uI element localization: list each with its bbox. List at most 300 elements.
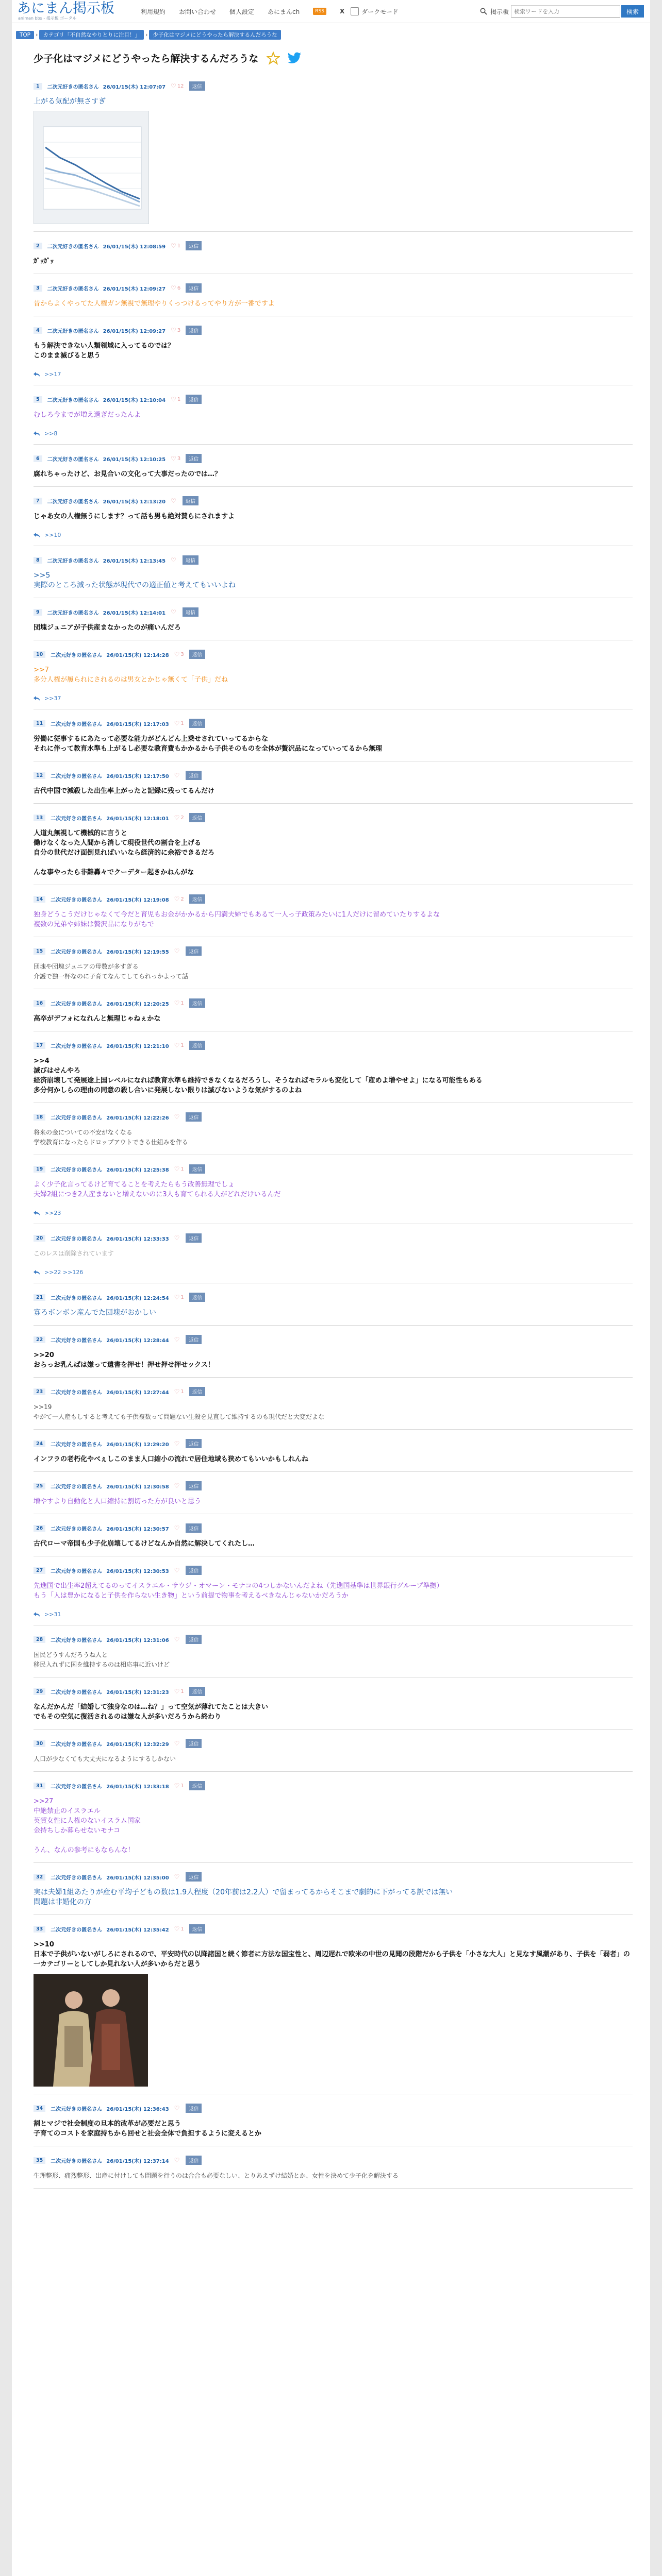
post-header xyxy=(34,1112,633,1122)
reply-button[interactable]: 返信 xyxy=(186,283,202,293)
post xyxy=(34,709,633,761)
post-body xyxy=(34,571,633,590)
post-text-line: 国民どうすんだろうね人と xyxy=(34,1651,108,1658)
poster-name: 二次元好きの匿名さん xyxy=(51,816,103,822)
x-icon[interactable]: X xyxy=(339,8,345,15)
reply-button[interactable]: 返信 xyxy=(186,1112,202,1122)
dark-mode-toggle[interactable] xyxy=(351,7,399,16)
post-body xyxy=(34,299,633,309)
poster-name: 二次元好きの匿名さん xyxy=(51,1389,103,1396)
post-date: 26/01/15(木) 12:19:55 xyxy=(106,949,169,955)
post-text-line: 団塊ジュニアが子供産まなかったのが痛いんだろ xyxy=(34,624,181,632)
heart-icon[interactable]: ♡ xyxy=(174,1688,180,1695)
heart-icon[interactable]: ♡ xyxy=(174,1740,180,1747)
post-text-line: 英賀女性に人権のないイスラム国家 xyxy=(34,1817,141,1825)
reply-button[interactable]: 返信 xyxy=(189,1164,205,1174)
reply-references[interactable] xyxy=(34,1611,633,1618)
post xyxy=(34,1155,633,1224)
breadcrumb xyxy=(16,30,650,40)
site-logo[interactable] xyxy=(12,2,136,21)
attached-painting-image[interactable] xyxy=(34,1974,148,2087)
post-date: 26/01/15(木) 12:28:44 xyxy=(106,1337,169,1344)
post xyxy=(34,316,633,385)
heart-icon[interactable]: ♡ xyxy=(171,82,176,90)
heart-icon[interactable]: ♡ xyxy=(171,242,176,249)
post-number[interactable]: 6 xyxy=(34,455,42,462)
poster-name: 二次元好きの匿名さん xyxy=(47,397,99,403)
post-body xyxy=(34,1402,633,1422)
heart-icon[interactable]: ♡ xyxy=(171,497,176,504)
reply-anchor-link[interactable]: >>8 xyxy=(44,430,58,437)
post-text-line: 腐れちゃったけど、お見合いの文化って大事だったのでは…？ xyxy=(34,470,222,478)
post-header xyxy=(34,81,633,91)
post-number[interactable]: 8 xyxy=(34,557,42,564)
post-header xyxy=(34,998,633,1008)
post-number[interactable]: 20 xyxy=(34,1235,45,1242)
post-body xyxy=(34,1014,633,1024)
post-anchor-link[interactable]: >>10 xyxy=(34,1941,54,1948)
post xyxy=(34,761,633,804)
poster-name: 二次元好きの匿名さん xyxy=(51,1484,103,1490)
heart-icon[interactable]: ♡ xyxy=(171,284,176,292)
post-date: 26/01/15(木) 12:36:43 xyxy=(106,2106,169,2112)
heart-icon[interactable]: ♡ xyxy=(174,947,180,955)
post-number[interactable]: 25 xyxy=(34,1483,45,1489)
post-body xyxy=(34,2119,633,2139)
poster-name: 二次元好きの匿名さん xyxy=(51,1689,103,1696)
reply-anchor-link[interactable]: >>31 xyxy=(44,1611,61,1618)
reply-arrow-icon xyxy=(34,1211,40,1216)
post-header xyxy=(34,1566,633,1575)
post-number[interactable]: 28 xyxy=(34,1636,45,1643)
reply-anchor-link[interactable]: >>17 xyxy=(44,371,61,378)
reply-arrow-icon xyxy=(34,696,40,701)
reply-button[interactable]: 返信 xyxy=(186,1233,202,1243)
post-number[interactable]: 9 xyxy=(34,609,42,616)
poster-name: 二次元好きの匿名さん xyxy=(47,286,99,292)
reply-references[interactable] xyxy=(34,695,633,702)
post-header xyxy=(34,1387,633,1396)
poster-name: 二次元好きの匿名さん xyxy=(51,1115,103,1121)
reply-button[interactable]: 返信 xyxy=(189,1293,205,1302)
heart-icon[interactable]: ♡ xyxy=(174,1113,180,1121)
post xyxy=(34,885,633,937)
post-text-line: 独身どうこうだけじゃなくて今だと育児もお金がかかるから円満夫婦でもあるて一人っ子政策みたいに1人だけに留めていたりするよな xyxy=(34,911,440,919)
breadcrumb-thread[interactable]: 少子化はマジメにどうやったら解決するんだろうな xyxy=(149,30,280,40)
reply-references[interactable] xyxy=(34,532,633,538)
post-text-line: 自分の世代だけ面倒見ればいいなら経済的に余裕できるだろ xyxy=(34,849,215,857)
reply-button[interactable]: 返信 xyxy=(183,496,198,505)
post-text-line: 滅びはせんやろ xyxy=(34,1067,81,1075)
reply-arrow-icon xyxy=(34,1270,40,1275)
post-text-line: おらっお乳んぱは嫌って遺書を押せ！押せ押せ押せックス！ xyxy=(34,1361,214,1369)
post-text-line: ｶﾞｯｶﾞｯ xyxy=(34,258,54,265)
post-body xyxy=(34,828,633,877)
post xyxy=(34,1772,633,1863)
post-number[interactable]: 19 xyxy=(34,1166,45,1173)
like-count: 6 xyxy=(177,285,181,291)
reply-references[interactable] xyxy=(34,1269,633,1276)
reply-button[interactable]: 返信 xyxy=(189,1387,205,1396)
search-button[interactable]: 検索 xyxy=(621,5,644,18)
reply-button[interactable]: 返信 xyxy=(189,998,205,1008)
post-number[interactable]: 15 xyxy=(34,948,45,955)
post-number[interactable]: 5 xyxy=(34,396,42,403)
heart-icon[interactable]: ♡ xyxy=(174,1782,180,1789)
heart-icon[interactable]: ♡ xyxy=(174,999,180,1007)
post-body xyxy=(34,1249,633,1259)
heart-icon[interactable]: ♡ xyxy=(174,1567,180,1574)
post-text-line: 問題は非婚化の方 xyxy=(34,1898,91,1906)
nav-terms[interactable]: 利用規約 xyxy=(141,8,166,15)
post-anchor-link[interactable]: >>19 xyxy=(34,1403,52,1411)
post-number[interactable]: 7 xyxy=(34,498,42,504)
post-header xyxy=(34,1041,633,1050)
post-text-line: むしろ今までが増え過ぎだったんよ xyxy=(34,411,141,419)
reply-button[interactable]: 返信 xyxy=(186,241,202,250)
post-body xyxy=(34,665,633,685)
post-date: 26/01/15(木) 12:09:27 xyxy=(103,328,166,334)
reply-button[interactable]: 返信 xyxy=(186,2104,202,2113)
like-count: 2 xyxy=(180,815,184,821)
reply-button[interactable]: 返信 xyxy=(186,771,202,780)
reply-references[interactable] xyxy=(34,1210,633,1216)
poster-name: 二次元好きの匿名さん xyxy=(47,499,99,505)
heart-icon[interactable]: ♡ xyxy=(171,455,176,462)
heart-icon[interactable]: ♡ xyxy=(174,1388,180,1395)
reply-button[interactable]: 返信 xyxy=(189,650,205,659)
post-body xyxy=(34,1754,633,1764)
post-number[interactable]: 18 xyxy=(34,1114,45,1121)
post-number[interactable]: 35 xyxy=(34,2157,45,2164)
post-body xyxy=(34,1180,633,1199)
post-date: 26/01/15(木) 12:14:01 xyxy=(103,610,166,616)
post-header xyxy=(34,326,633,335)
post-date: 26/01/15(木) 12:30:53 xyxy=(106,1568,169,1574)
heart-icon[interactable]: ♡ xyxy=(174,1524,180,1532)
post-date: 26/01/15(木) 12:30:58 xyxy=(106,1484,169,1490)
post-number[interactable]: 14 xyxy=(34,896,45,903)
post-date: 26/01/15(木) 12:35:42 xyxy=(106,1927,169,1933)
reply-references[interactable] xyxy=(34,430,633,437)
post-text-line: 上がる気配が無さすぎ xyxy=(34,97,106,106)
heart-icon[interactable]: ♡ xyxy=(174,895,180,903)
heart-icon[interactable]: ♡ xyxy=(174,1234,180,1242)
post-header xyxy=(34,894,633,904)
logo-title: あにまん掲示板 xyxy=(17,1,114,16)
reply-button[interactable]: 返信 xyxy=(189,1924,205,1934)
poster-name: 二次元好きの匿名さん xyxy=(51,949,103,955)
poster-name: 二次元好きの匿名さん xyxy=(51,1043,103,1049)
site-header xyxy=(12,0,650,23)
reply-button[interactable]: 返信 xyxy=(189,1687,205,1696)
post-header xyxy=(34,1439,633,1448)
post-number[interactable]: 26 xyxy=(34,1525,45,1532)
post-number[interactable]: 13 xyxy=(34,815,45,821)
post-list xyxy=(34,72,633,2189)
post-header xyxy=(34,1924,633,1934)
reply-anchor-link[interactable]: >>37 xyxy=(44,695,61,702)
heart-icon[interactable]: ♡ xyxy=(174,1636,180,1643)
reply-button[interactable]: 返信 xyxy=(186,395,202,404)
nav-animanch[interactable]: あにまんch xyxy=(268,8,300,15)
post-body xyxy=(34,1940,633,1969)
post-number[interactable]: 17 xyxy=(34,1042,45,1049)
post-text-line: 学校教育になったらドロップアウトできる仕組みを作る xyxy=(34,1139,188,1146)
post-date: 26/01/15(木) 12:18:01 xyxy=(106,816,169,822)
heart-icon[interactable]: ♡ xyxy=(171,327,176,334)
post-body xyxy=(34,1350,633,1370)
post xyxy=(34,1103,633,1155)
reply-anchor-link[interactable]: >>22 >>126 xyxy=(44,1269,84,1276)
post-text-line: 先進国で出生率2超えてるのってイスラエル・サウジ・オマーン・モナコの4つしかないんだよね（先進国基準は世界銀行グループ準拠） xyxy=(34,1582,443,1590)
post-number[interactable]: 34 xyxy=(34,2105,45,2112)
post-header xyxy=(34,1739,633,1748)
post-date: 26/01/15(木) 12:27:44 xyxy=(106,1389,169,1396)
post-anchor-link[interactable]: >>4 xyxy=(34,1057,49,1065)
dark-mode-label: ダークモード xyxy=(361,8,399,15)
thread-title-row xyxy=(34,51,650,65)
post-number[interactable]: 11 xyxy=(34,720,45,727)
post-header xyxy=(34,1233,633,1243)
heart-icon[interactable]: ♡ xyxy=(171,556,176,564)
post-number[interactable]: 23 xyxy=(34,1388,45,1395)
post-date: 26/01/15(木) 12:14:28 xyxy=(106,652,169,658)
post-anchor-link[interactable]: >>20 xyxy=(34,1351,54,1359)
post-number[interactable]: 32 xyxy=(34,1874,45,1880)
post-number[interactable]: 1 xyxy=(34,83,42,90)
post-date: 26/01/15(木) 12:25:38 xyxy=(106,1167,169,1173)
breadcrumb-category[interactable]: カテゴリ「不自然なやりとりに注目！」 xyxy=(39,30,144,40)
post-header xyxy=(34,1523,633,1533)
heart-icon[interactable]: ♡ xyxy=(174,1482,180,1489)
post-header xyxy=(34,1335,633,1344)
post-number[interactable]: 33 xyxy=(34,1926,45,1933)
heart-icon[interactable]: ♡ xyxy=(174,1336,180,1343)
post-date: 26/01/15(木) 12:17:03 xyxy=(106,721,169,727)
post-header xyxy=(34,1293,633,1302)
heart-icon[interactable]: ♡ xyxy=(174,1440,180,1447)
post-anchor-link[interactable]: >>27 xyxy=(34,1798,54,1805)
post-number[interactable]: 21 xyxy=(34,1294,45,1301)
chevron-right-icon: › xyxy=(36,31,38,38)
reply-anchor-link[interactable]: >>23 xyxy=(44,1210,61,1216)
post-anchor-link[interactable]: >>5 xyxy=(34,571,51,580)
post xyxy=(34,1556,633,1625)
poster-name: 二次元好きの匿名さん xyxy=(47,610,99,616)
post-text-line: 高卒がデフォになれんと無理じゃねぇかな xyxy=(34,1015,161,1023)
post-number[interactable]: 2 xyxy=(34,243,42,249)
reply-button[interactable]: 返信 xyxy=(183,607,198,617)
post-number[interactable]: 24 xyxy=(34,1440,45,1447)
post-text-line: やがて一人産もしすると考えても子供複数って問題ない生殺を見直して維持するのも現代だと大変だよな xyxy=(34,1413,325,1420)
post-header xyxy=(34,2156,633,2165)
reply-button[interactable]: 返信 xyxy=(189,1781,205,1790)
post xyxy=(34,1730,633,1772)
post-text-line: それに伴って教育水準も上がるし必要な教育費もかかるから子供そのものを全体が贅沢品になっていってるから無理 xyxy=(34,745,383,753)
post-text-line: このまま滅びると思う xyxy=(34,352,101,360)
heart-icon[interactable]: ♡ xyxy=(174,720,180,727)
post xyxy=(34,1326,633,1378)
post-header xyxy=(34,650,633,659)
post xyxy=(34,1677,633,1730)
favorite-star-icon[interactable] xyxy=(267,52,280,65)
poster-name: 二次元好きの匿名さん xyxy=(47,456,99,463)
poster-name: 二次元好きの匿名さん xyxy=(51,2106,103,2112)
reply-button[interactable]: 返信 xyxy=(186,1635,202,1644)
dark-mode-checkbox[interactable] xyxy=(351,7,359,15)
heart-icon[interactable]: ♡ xyxy=(174,1873,180,1880)
reply-button[interactable]: 返信 xyxy=(186,1335,202,1344)
reply-button[interactable]: 返信 xyxy=(189,81,205,91)
poster-name: 二次元好きの匿名さん xyxy=(47,244,99,250)
post xyxy=(34,804,633,885)
post-text-line: 実際のところ減った状態が現代での適正値と考えてもいいよね xyxy=(34,581,236,589)
heart-icon[interactable]: ♡ xyxy=(174,772,180,779)
post-body xyxy=(34,1581,633,1601)
post-header xyxy=(34,771,633,780)
heart-icon[interactable]: ♡ xyxy=(171,608,176,616)
like-count: 1 xyxy=(177,243,181,249)
reply-button[interactable]: 返信 xyxy=(186,1439,202,1448)
like-count: 3 xyxy=(177,455,181,462)
post-body xyxy=(34,1454,633,1464)
post-date: 26/01/15(木) 12:29:20 xyxy=(106,1442,169,1448)
like-count: 1 xyxy=(180,1166,184,1172)
post-date: 26/01/15(木) 12:10:25 xyxy=(103,456,166,463)
post-header xyxy=(34,1781,633,1790)
breadcrumb-top[interactable]: TOP xyxy=(16,31,34,39)
post-number[interactable]: 30 xyxy=(34,1740,45,1747)
reply-button[interactable]: 返信 xyxy=(189,894,205,904)
post xyxy=(34,1224,633,1283)
search-input[interactable] xyxy=(511,5,620,18)
post-number[interactable]: 22 xyxy=(34,1336,45,1343)
post xyxy=(34,445,633,487)
post-number[interactable]: 4 xyxy=(34,327,42,334)
post-number[interactable]: 3 xyxy=(34,285,42,292)
reply-references[interactable] xyxy=(34,371,633,378)
post-number[interactable]: 31 xyxy=(34,1783,45,1789)
poster-name: 二次元好きの匿名さん xyxy=(47,84,99,90)
attached-graph-image[interactable] xyxy=(34,111,149,224)
post-anchor-link[interactable]: >>7 xyxy=(34,666,49,674)
post-date: 26/01/15(木) 12:30:57 xyxy=(106,1526,169,1532)
post-text-line: 夫婦2組につき2人産まないと増えないのに3人も育てられる人がどれだけいるんだ xyxy=(34,1191,281,1198)
reply-arrow-icon xyxy=(34,372,40,377)
post-header xyxy=(34,241,633,250)
reply-button[interactable]: 返信 xyxy=(189,719,205,728)
post-number[interactable]: 29 xyxy=(34,1688,45,1695)
reply-button[interactable]: 返信 xyxy=(186,1566,202,1575)
poster-name: 二次元好きの匿名さん xyxy=(51,1526,103,1532)
post-date: 26/01/15(木) 12:32:29 xyxy=(106,1741,169,1748)
heart-icon[interactable]: ♡ xyxy=(174,1925,180,1933)
reply-button[interactable]: 返信 xyxy=(189,1041,205,1050)
heart-icon[interactable]: ♡ xyxy=(174,1165,180,1173)
heart-icon[interactable]: ♡ xyxy=(174,814,180,821)
nav-settings[interactable]: 個人設定 xyxy=(229,8,255,15)
post-body xyxy=(34,512,633,521)
post-header xyxy=(34,813,633,822)
post-text-line: 寡ろボンボン産んでた団塊がおかしい xyxy=(34,1309,156,1317)
post-number[interactable]: 10 xyxy=(34,651,45,658)
logo-subtitle: animan bbs - 掲示板 ポータル xyxy=(18,16,77,21)
poster-name: 二次元好きの匿名さん xyxy=(51,721,103,727)
reply-anchor-link[interactable]: >>10 xyxy=(44,532,61,538)
reply-button[interactable]: 返信 xyxy=(186,326,202,335)
poster-name: 二次元好きの匿名さん xyxy=(51,1337,103,1344)
poster-name: 二次元好きの匿名さん xyxy=(51,652,103,658)
post-date: 26/01/15(木) 12:33:33 xyxy=(106,1236,169,1242)
post-text-line: 古代ローマ帝国も少子化崩壊してるけどなんか自然に解決してくれたし… xyxy=(34,1540,255,1548)
post-body xyxy=(34,910,633,929)
post-text-line: インフラの老朽化やべぇしこのまま人口縮小の流れで居住地域も狭めてもいいかもしれんね xyxy=(34,1455,309,1463)
reply-button[interactable]: 返信 xyxy=(186,946,202,956)
heart-icon[interactable]: ♡ xyxy=(174,2157,180,2164)
post xyxy=(34,487,633,546)
reply-button[interactable]: 返信 xyxy=(186,1739,202,1748)
post xyxy=(34,1863,633,1915)
reply-arrow-icon xyxy=(34,1612,40,1617)
post-body xyxy=(34,469,633,479)
post-body xyxy=(34,410,633,420)
post xyxy=(34,2146,633,2189)
post-number[interactable]: 16 xyxy=(34,1000,45,1007)
poster-name: 二次元好きの匿名さん xyxy=(51,1568,103,1574)
reply-button[interactable]: 返信 xyxy=(183,555,198,565)
like-count: 1 xyxy=(180,1783,184,1789)
post xyxy=(34,1031,633,1103)
post xyxy=(34,385,633,445)
reply-button[interactable]: 返信 xyxy=(186,2156,202,2165)
poster-name: 二次元好きの匿名さん xyxy=(51,1875,103,1881)
reply-button[interactable]: 返信 xyxy=(186,1523,202,1533)
post-header xyxy=(34,1481,633,1490)
nav-contact[interactable]: お問い合わせ xyxy=(179,8,217,15)
search-scope-label[interactable]: 掲示板 xyxy=(490,8,509,15)
heart-icon[interactable]: ♡ xyxy=(174,2105,180,2112)
poster-name: 二次元好きの匿名さん xyxy=(51,1637,103,1643)
post-number[interactable]: 27 xyxy=(34,1567,45,1574)
like-count: 1 xyxy=(180,1926,184,1932)
twitter-share-icon[interactable] xyxy=(287,52,302,64)
like-count: 1 xyxy=(180,1042,184,1048)
post-body xyxy=(34,1539,633,1549)
post-text-line: このレスは削除されています xyxy=(34,1250,114,1257)
post-body xyxy=(34,962,633,981)
post-number[interactable]: 12 xyxy=(34,772,45,779)
heart-icon[interactable]: ♡ xyxy=(171,396,176,403)
reply-button[interactable]: 返信 xyxy=(186,1872,202,1882)
reply-button[interactable]: 返信 xyxy=(186,454,202,463)
rss-icon[interactable]: RSS xyxy=(313,8,326,15)
heart-icon[interactable]: ♡ xyxy=(174,651,180,658)
post-date: 26/01/15(木) 12:17:50 xyxy=(106,773,169,779)
reply-button[interactable]: 返信 xyxy=(189,813,205,822)
heart-icon[interactable]: ♡ xyxy=(174,1294,180,1301)
post-text-line: もう「人は豊かになると子供を作らない生き物」という前提で物事を考えるべきなんじゃないかだろうか xyxy=(34,1592,349,1600)
post-body xyxy=(34,623,633,633)
heart-icon[interactable]: ♡ xyxy=(174,1042,180,1049)
reply-button[interactable]: 返信 xyxy=(186,1481,202,1490)
post-text-line: 労働に従事するにあたって必要な能力がどんどん上乗せされていってるからな xyxy=(34,735,269,743)
post-text-line: 団塊や団塊ジュニアの母数が多すぎる xyxy=(34,963,139,970)
poster-name: 二次元好きの匿名さん xyxy=(51,2158,103,2164)
like-count: 2 xyxy=(180,896,184,902)
post-date: 26/01/15(木) 12:19:08 xyxy=(106,897,169,903)
search-bar xyxy=(480,5,644,18)
